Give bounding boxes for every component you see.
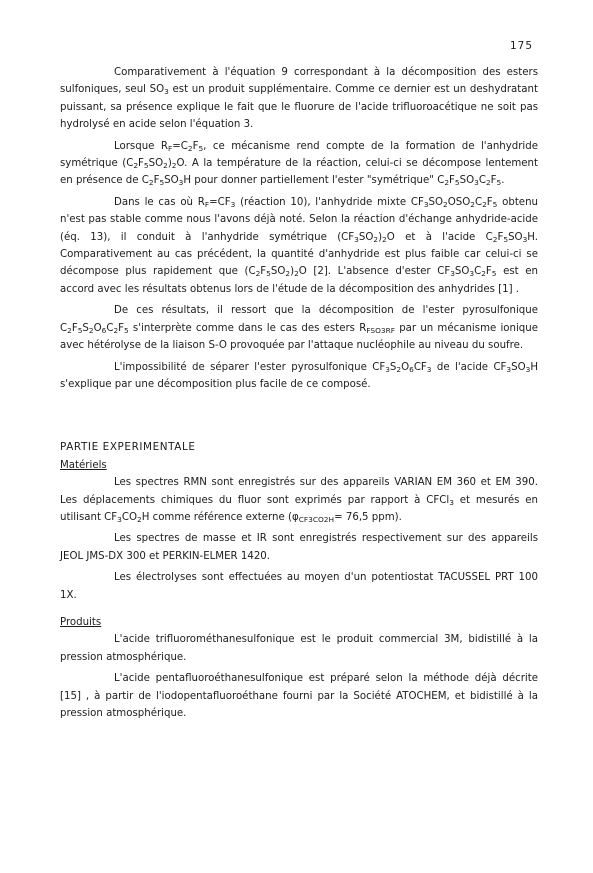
paragraph: De ces résultats, il ressort que la décomposition de l'ester pyrosulfonique $C_2F_5S_2O_6C_2F_5$ s'interprète comme dans le cas des esters $R_{FSO3RF}$ par un mécanisme ionique avec hétérolyse de la liaison S-O provoquée par l'attaque nucléophile au niveau du soufre. [60, 305, 538, 352]
paragraph: L'acide trifluorométhanesulfonique est le produit commercial 3M, bidistillé à la pression atmosphérique. [60, 634, 538, 663]
discussion-section [60, 64, 538, 393]
paragraph: Dans le cas où $R_F=CF_3$ (réaction 10), l'anhydride mixte $CF_3SO_2OSO_2C_2F_5$ obtenu n'est pas stable comme nous l'avons déjà noté. Selon la réaction d'échange anhydride-acide (éq. 13), il conduit à l'anhydride symétrique $(CF_3SO_2)_2O$ et à l'acide $C_2F_5SO_3H$. Comparativement au cas précédent, la quantité d'anhydride est plus faible car celui-ci se décompose plus rapidement que $(C_2F_5SO_2)_2O$ [2]. L'absence d'ester $CF_3SO_3C_2F_5$ est en accord avec les résultats obtenus lors de l'étude de la décomposition des anhydrides [1] . [60, 196, 538, 295]
paragraph: Comparativement à l'équation 9 correspondant à la décomposition des esters sulfoniques, seul $SO_3$ est un produit supplémentaire. Comme ce dernier est un deshydratant puissant, sa présence explique le fait que le fluorure de l'acide trifluoroacétique ne soit pas hydrolysé en acide selon l'équation 3. [60, 67, 538, 131]
section-heading: PARTIE EXPERIMENTALE [60, 441, 196, 454]
paragraph: Lorsque $R_F=C_2F_5$, ce mécanisme rend compte de la formation de l'anhydride symétrique $(C_2F_5SO_2)_2O$. A la température de la réaction, celui-ci se décompose lentement en présence de $C_2F_5SO_3H$ pour donner partiellement l'ester "symétrique" $C_2F_5SO_3C_2F_5$. [60, 140, 539, 188]
materiels-section [60, 457, 538, 604]
paragraph: L'acide pentafluoroéthanesulfonique est préparé selon la méthode déjà décrite [15] , à partir de l'iodopentafluoroéthane fourni par la Société ATOCHEM, et bidistillé à la pression atmosphérique. [60, 673, 538, 719]
document-body [60, 64, 538, 726]
produits-section [60, 614, 538, 722]
paragraph: Les électrolyses sont effectuées au moyen d'un potentiostat TACUSSEL PRT 100 1X. [60, 572, 538, 601]
paragraph: Les spectres RMN sont enregistrés sur des appareils VARIAN EM 360 et EM 390. Les déplacements chimiques du fluor sont exprimés par rapport à CFCl$_3$ et mesurés en utilisant $CF_3CO_2H$ comme référence externe ($\varphi_{CF3CO2H}= 76,5$ ppm). [60, 477, 538, 524]
subsection-heading: Matériels [60, 459, 107, 471]
paragraph: L'impossibilité de séparer l'ester pyrosulfonique $CF_3S_2O_6CF_3$ de l'acide $CF_3SO_3H$ s'explique par une décomposition plus facile de ce composé. [60, 361, 538, 390]
subsection-heading: Produits [60, 616, 102, 628]
page-number: 175 [510, 40, 534, 52]
paragraph: Les spectres de masse et IR sont enregistrés respectivement sur des appareils JEOL JMS-DX 300 et PERKIN-ELMER 1420. [60, 533, 538, 562]
